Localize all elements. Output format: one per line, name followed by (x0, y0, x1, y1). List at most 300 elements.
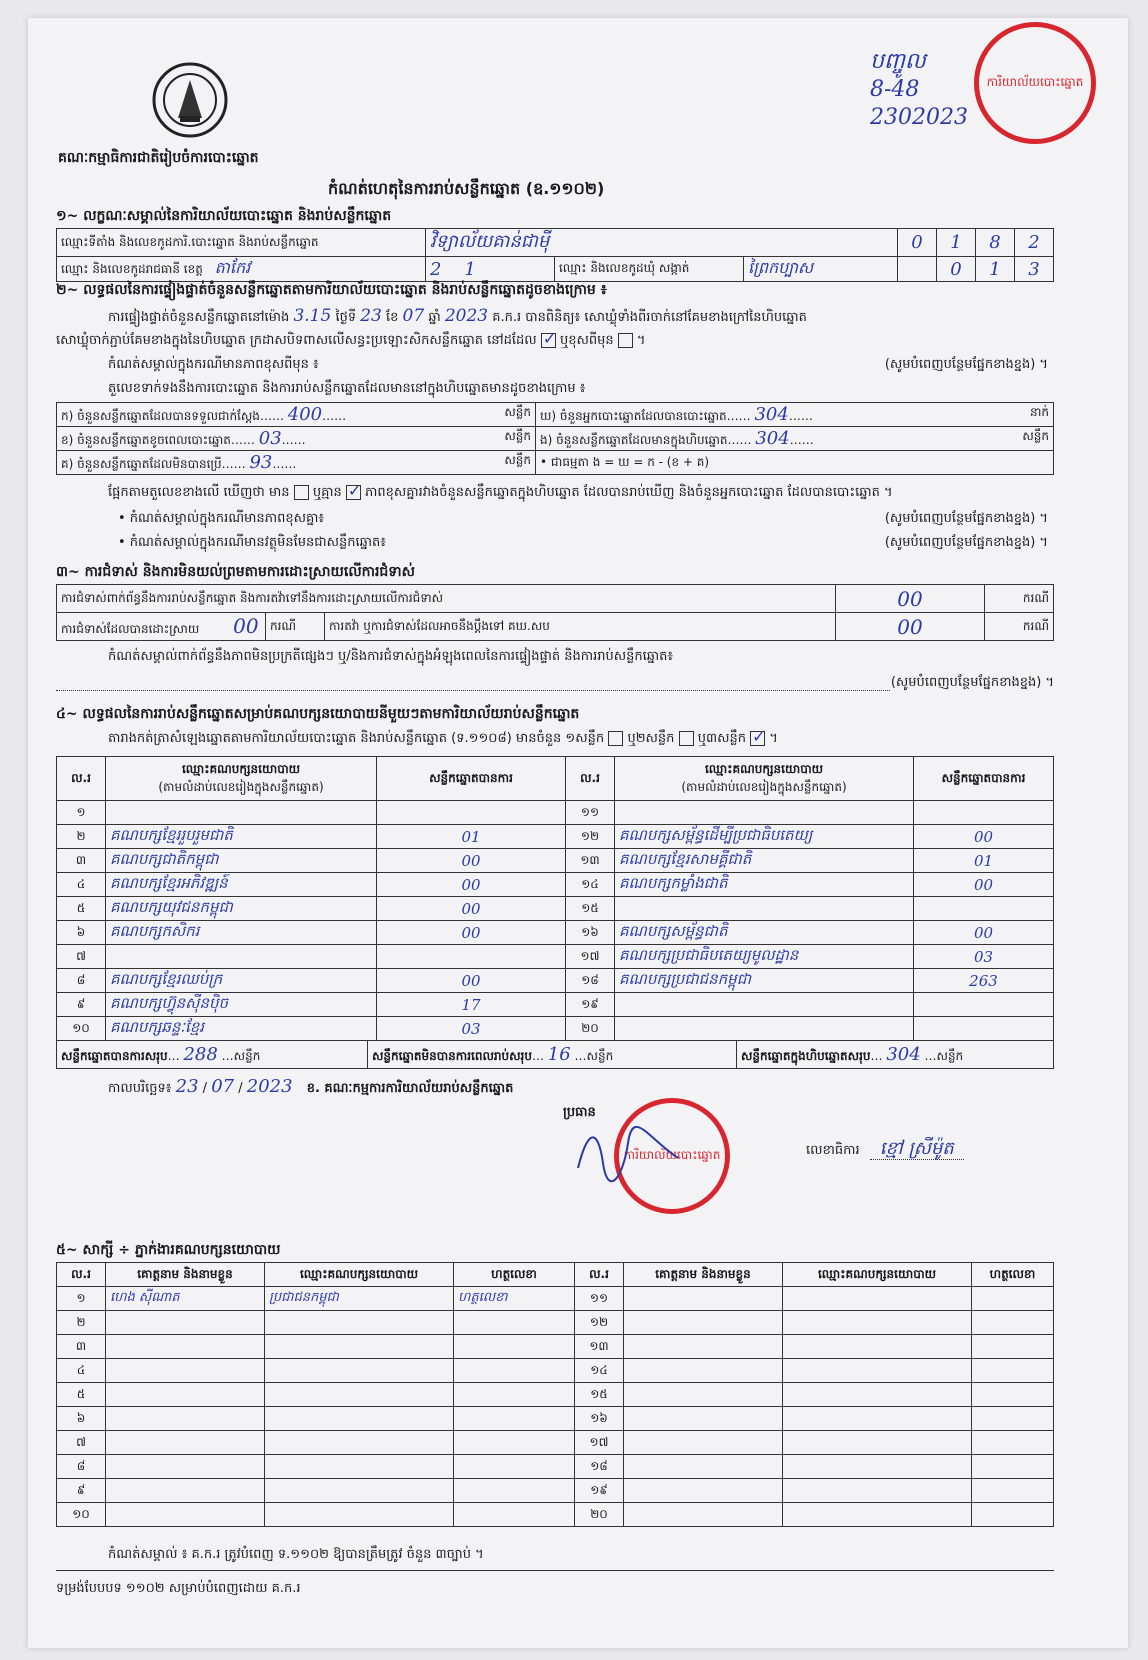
witness-name (624, 1359, 783, 1383)
appeal-label: ការតវ៉ា ឬការជំទាស់ដែលអាចនឹងប្តឹងទៅ គឃ.សប (325, 613, 836, 641)
total-invalid-unit: សន្លឹក (586, 1048, 614, 1063)
witness-no: ១៣ (575, 1335, 624, 1359)
w-col-name-left: គោត្តនាម និងនាមខ្លួន (106, 1263, 265, 1287)
result-no: ៩ (57, 993, 106, 1017)
table-row (57, 801, 1054, 825)
resolved-unit: ករណី (266, 613, 325, 641)
committee-stamp-text: ការិយាល័យបោះឆ្នោត (623, 1148, 721, 1162)
total-valid-cell: សន្លឹកឆ្នោតបានការសរុប… 288 …សន្លឹក (57, 1041, 368, 1069)
witness-no: ៣ (57, 1335, 106, 1359)
figure-row-d: ឃ) ចំនួនអ្នកបោះឆ្នោតដែលបានបោះឆ្នោត…… 304…… នាក់ (536, 403, 1054, 427)
result-votes: 263 (914, 969, 1054, 993)
col-votes-right: សន្លឹកឆ្នោតបានការ (914, 757, 1054, 801)
top-stamp-text: ការិយាល័យបោះឆ្នោត (986, 75, 1084, 89)
fill-back-note-4: (សូមបំពេញបន្ថែមផ្នែកខាងខ្នង) ។ (891, 674, 1054, 693)
witness-sign (972, 1479, 1054, 1503)
section4-heading: ៤~ លទ្ធផលនៃការរាប់សន្លឹកឆ្នោតសម្រាប់គណបក្សនយោបាយនីមួយៗតាមការិយាល័យរាប់សន្លឹកឆ្នោត (56, 706, 580, 722)
three-sheets-label: ឬ៣សន្លឹក (697, 731, 746, 746)
total-valid-label: សន្លឹកឆ្នោតបានការសរុប (61, 1048, 168, 1063)
witness-name (624, 1479, 783, 1503)
witness-party (783, 1431, 972, 1455)
same-checkbox[interactable] (541, 333, 556, 348)
section3-heading: ៣~ ការជំទាស់ និងការមិនយល់ព្រមតាមការដោះស្រាយលើការជំទាស់ (56, 564, 415, 580)
total-invalid-value: 16 (547, 1043, 571, 1065)
result-votes (914, 993, 1054, 1017)
col-no-left: ល.រ (57, 757, 106, 801)
note-line-1: បញ្ចូល (870, 49, 926, 74)
witness-sign (454, 1359, 575, 1383)
witness-party (783, 1503, 972, 1527)
result-votes (914, 1017, 1054, 1041)
table-row (57, 1311, 1054, 1335)
total-box-unit: សន្លឹក (936, 1048, 964, 1063)
w-col-name-right: គោត្តនាម និងនាមខ្លួន (624, 1263, 783, 1287)
form-title: កំណត់ហេតុនៃការរាប់សន្លឹកឆ្នោត (ឧ.១១០២) (328, 179, 605, 198)
w-col-sign-right: ហត្ថលេខា (972, 1263, 1054, 1287)
result-no: ២ (57, 825, 106, 849)
objection-note-line (56, 674, 1054, 691)
different-checkbox[interactable] (618, 333, 633, 348)
witness-no: ១៦ (575, 1407, 624, 1431)
province-code (426, 257, 555, 282)
table-row (57, 1359, 1054, 1383)
result-party: គណបក្សឆន្ទៈខ្មែរ (106, 1017, 377, 1041)
fill-back-note-2: (សូមបំពេញបន្ថែមផ្នែកខាងខ្នង) ។ (884, 511, 1048, 526)
province-label (57, 257, 426, 282)
result-party: គណបក្សកសិករ (106, 921, 377, 945)
witness-sign (454, 1479, 575, 1503)
objection-row1-value: 00 (836, 585, 985, 613)
chair-signature-icon (568, 1118, 688, 1188)
total-box-cell: សន្លឹកឆ្នោតក្នុងហិបឆ្នោតសរុប… 304 …សន្លឹក (737, 1041, 1054, 1069)
col-party-left-sub: (តាមលំដាប់លេខរៀងក្នុងសន្លឹកឆ្នោត) (158, 779, 324, 794)
witness-body (57, 1287, 1054, 1527)
witness-name (624, 1335, 783, 1359)
witness-no: ២០ (575, 1503, 624, 1527)
table-row (57, 1479, 1054, 1503)
signoff-year: 2023 (246, 1076, 293, 1097)
signoff-committee: ខ. គណៈកម្មការការិយាល័យរាប់សន្លឹកឆ្នោត (306, 1081, 514, 1096)
witness-no: ១១ (575, 1287, 624, 1311)
note-line-2: 8-48 (870, 77, 920, 102)
figure-e-value: 304 (755, 427, 790, 449)
result-party: គណបក្សសម្ព័ន្ធជាតិ (615, 921, 914, 945)
result-votes (914, 801, 1054, 825)
resolved-label: ការជំទាស់ដែលបានដោះស្រាយ (61, 622, 200, 636)
table-row (57, 993, 1054, 1017)
table-row (57, 969, 1054, 993)
document-page (28, 18, 1128, 1648)
figure-d-label: ឃ) ចំនួនអ្នកបោះឆ្នោតដែលបានបោះឆ្នោត (540, 408, 727, 423)
verify-text-2: គ.ក.រ បានពិនិត្យ៖ សោឃ្លុំទាំងពីរចាក់នៅគែមខាងក្រៅនៃហិបឆ្នោត (492, 310, 807, 325)
table-row (57, 921, 1054, 945)
three-sheets-checkbox[interactable] (750, 731, 765, 746)
witness-no: ៧ (57, 1431, 106, 1455)
location-name: វិទ្យាល័យគាន់ជាម៉ី (426, 229, 898, 257)
figure-a-value: 400 (287, 403, 323, 425)
footer-divider (56, 1570, 1054, 1571)
result-party: គណបក្សខ្មែរសាមគ្គីជាតិ (615, 849, 914, 873)
witness-no: ១ (57, 1287, 106, 1311)
witness-party (265, 1311, 454, 1335)
witness-sign (454, 1455, 575, 1479)
verify-month: 07 (402, 306, 425, 326)
secretary-label: លេខាធិការ (806, 1143, 860, 1158)
footer-note: កំណត់សម្គាល់ ៖ គ.ក.រ ត្រូវបំពេញ ទ.១១០២ ឱ្យបានត្រឹមត្រូវ ចំនួន ៣ច្បាប់ ។ (108, 1547, 484, 1562)
objections-table (56, 584, 1054, 641)
result-votes (377, 945, 566, 969)
objection-row1-unit: ករណី (985, 585, 1054, 613)
witness-party (783, 1311, 972, 1335)
witness-party (265, 1503, 454, 1527)
result-party (615, 993, 914, 1017)
col-party-right-title: ឈ្មោះគណបក្សនយោបាយ (704, 761, 824, 776)
witness-party (783, 1407, 972, 1431)
figure-b-value: 03 (258, 427, 282, 449)
total-box-value: 304 (886, 1043, 921, 1065)
total-box-label: សន្លឹកឆ្នោតក្នុងហិបឆ្នោតសរុប (741, 1048, 871, 1063)
witness-table (56, 1262, 1054, 1527)
figures-intro: តួលេខទាក់ទងនឹងការបោះឆ្នោត និងការរាប់សន្លឹកឆ្នោតដែលមាននៅក្នុងហិបឆ្នោតមានដូចខាងក្រោម ៖ (108, 381, 586, 396)
figure-e-label: ង) ចំនួនសន្លឹកឆ្នោតដែលមានក្នុងហិបឆ្នោត (540, 432, 728, 447)
same-as-before-label: ឬខុសពីមុន (559, 333, 614, 348)
compare-none-label: ឬគ្មាន (312, 485, 342, 500)
witness-party (265, 1479, 454, 1503)
result-votes: 00 (914, 825, 1054, 849)
figure-row-c: គ) ចំនួនសន្លឹកឆ្នោតដែលមិនបានប្រើ…… 93…… សន្លឹក (57, 451, 536, 475)
w-col-party-left: ឈ្មោះគណបក្សនយោបាយ (265, 1263, 454, 1287)
verify-hour: 3.15 (293, 306, 332, 326)
two-sheets-label: ឬ២សន្លឹក (627, 731, 675, 746)
location-code-3: 8 (976, 229, 1015, 257)
commune-code-2: 1 (976, 257, 1015, 282)
result-votes: 00 (377, 969, 566, 993)
result-party: គណបក្សហ៊្វុនស៊ីនប៉ិច (106, 993, 377, 1017)
province-code-2: 1 (464, 258, 476, 280)
secretary-signature: ខ្មៅ ស្រីម៉ូត (870, 1138, 964, 1160)
commune-code-1: 0 (937, 257, 976, 282)
table-row (57, 1407, 1054, 1431)
section4-intro: តារាងកត់ត្រាសំឡេងឆ្នោតតាមការិយាល័យបោះឆ្នោត និងរាប់សន្លឹកឆ្នោត (ទ.១១០៨) មានចំនួន ១សន្លឹក (108, 731, 605, 746)
witness-sign (454, 1383, 575, 1407)
section4-intro-line: តារាងកត់ត្រាសំឡេងឆ្នោតតាមការិយាល័យបោះឆ្នោត និងរាប់សន្លឹកឆ្នោត (ទ.១១០៨) មានចំនួន ១សន្លឹក ឬ២សន្លឹក ឬ៣សន្លឹក ✓ ។ (108, 730, 778, 749)
witness-no: ២ (57, 1311, 106, 1335)
figure-a-unit: សន្លឹក (504, 404, 531, 419)
total-valid-value: 288 (183, 1043, 218, 1065)
witness-name (106, 1407, 265, 1431)
province-name: តាកែវ (214, 258, 251, 277)
result-votes: 01 (377, 825, 566, 849)
result-no: ១២ (566, 825, 615, 849)
result-votes: 03 (377, 1017, 566, 1041)
witness-sign (972, 1455, 1054, 1479)
verify-day: 23 (360, 306, 382, 326)
col-party-right-sub: (តាមលំដាប់លេខរៀងក្នុងសន្លឹកឆ្នោត) (681, 779, 847, 794)
bullet-1-line (118, 510, 1048, 529)
result-votes: 00 (377, 921, 566, 945)
witness-sign (454, 1431, 575, 1455)
witness-party (265, 1383, 454, 1407)
figure-e-unit: សន្លឹក (1022, 428, 1049, 443)
result-no: ១៩ (566, 993, 615, 1017)
result-party: គណបក្សប្រជាធិបតេយ្យមូលដ្ឋាន (615, 945, 914, 969)
witness-no: ១៤ (575, 1359, 624, 1383)
objection-note: កំណត់សម្គាល់ពាក់ព័ន្ធនឹងភាពមិនប្រក្រតីផ្សេងៗ ឬ/និងការជំទាស់ក្នុងអំឡុងពេលនៃការផ្ទៀងផ្ទាត់ និងការរាប់សន្លឹកឆ្នោត៖ (108, 649, 674, 664)
verify-text-1: ការផ្ទៀងផ្ទាត់ចំនួនសន្លឹកឆ្នោតនៅម៉ោង (108, 310, 290, 325)
result-no: ១៥ (566, 897, 615, 921)
witness-sign (454, 1311, 575, 1335)
witness-party (783, 1455, 972, 1479)
result-no: ៥ (57, 897, 106, 921)
result-no: ២០ (566, 1017, 615, 1041)
table-row (57, 1503, 1054, 1527)
committee-name: គណៈកម្មាធិការជាតិរៀបចំការបោះឆ្នោត (58, 150, 259, 166)
witness-no: ៥ (57, 1383, 106, 1407)
result-votes: 00 (377, 873, 566, 897)
witness-no: ១២ (575, 1311, 624, 1335)
witness-no: ៩ (57, 1479, 106, 1503)
witness-party (783, 1383, 972, 1407)
col-party-left-title: ឈ្មោះគណបក្សនយោបាយ (181, 761, 301, 776)
result-no: ១ (57, 801, 106, 825)
location-code-2: 1 (937, 229, 976, 257)
verify-text-3: សោឃ្លុំចាក់ភ្ជាប់គែមខាងក្នុងនៃហិបឆ្នោត ក្រដាសបិទពាសលើសន្ធះប្រឡោះសិកសន្លឹកឆ្នោត នៅដដែល (56, 333, 537, 348)
compare-text: ផ្អែកតាមតួលេខខាងលើ ឃើញថា មាន (108, 485, 290, 500)
table-row (57, 1287, 1054, 1311)
w-col-party-right: ឈ្មោះគណបក្សនយោបាយ (783, 1263, 972, 1287)
witness-sign (972, 1335, 1054, 1359)
w-col-no-left: ល.រ (57, 1263, 106, 1287)
compare-line (108, 484, 893, 503)
figure-b-label: ខ) ចំនួនសន្លឹកឆ្នោតខូចពេលបោះឆ្នោត (61, 432, 231, 447)
verify-line-2: សោឃ្លុំចាក់ភ្ជាប់គែមខាងក្នុងនៃហិបឆ្នោត ក្រដាសបិទពាសលើសន្ធះប្រឡោះសិកសន្លឹកឆ្នោត នៅដដែល ✓ ឬខុសពីមុន ។ (56, 332, 645, 351)
appeal-unit: ករណី (985, 613, 1054, 641)
result-party: គណបក្សខ្មែររួបរួមជាតិ (106, 825, 377, 849)
figure-a-label: ក) ចំនួនសន្លឹកឆ្នោតដែលបានទទួលជាក់ស្តែង (61, 408, 260, 423)
table-row (57, 849, 1054, 873)
date-label: កាលបរិច្ឆេទ៖ (108, 1081, 172, 1096)
result-no: ១៦ (566, 921, 615, 945)
witness-no: ១៨ (575, 1455, 624, 1479)
location-code-1: 0 (898, 229, 937, 257)
result-no: ១៧ (566, 945, 615, 969)
result-no: ១៨ (566, 969, 615, 993)
witness-name (624, 1311, 783, 1335)
diff-note-line (108, 356, 1048, 375)
result-votes: 00 (914, 873, 1054, 897)
figure-formula: • ជាធម្មតា ង = ឃ = ក - (ខ + គ) (536, 451, 1054, 475)
witness-sign (454, 1503, 575, 1527)
resolved-value: 00 (233, 614, 259, 638)
figure-row-a: ក) ចំនួនសន្លឹកឆ្នោតដែលបានទទួលជាក់ស្តែង…… 400…… សន្លឹក (57, 403, 536, 427)
section1-heading: ១~ លក្ខណៈសម្គាល់នៃការិយាល័យបោះឆ្នោត និងរាប់សន្លឹកឆ្នោត (56, 208, 392, 224)
day-label: ថ្ងៃទី (335, 310, 357, 325)
result-party: គណបក្សខ្មែរឈប់ក្រ (106, 969, 377, 993)
secretary-line (806, 1136, 964, 1163)
witness-sign (972, 1287, 1054, 1311)
bullet-2-line (118, 534, 1048, 553)
result-votes: 17 (377, 993, 566, 1017)
top-right-note (870, 48, 968, 132)
table-row (57, 945, 1054, 969)
form-note: ទម្រង់បែបបទ ១១០២ សម្រាប់បំពេញដោយ គ.ក.រ (56, 1581, 301, 1596)
result-party (106, 945, 377, 969)
commune-label: ឈ្មោះ និងលេខកូដឃុំ សង្កាត់ (555, 257, 744, 282)
table-row (57, 873, 1054, 897)
results-table (56, 756, 1054, 1041)
figure-c-value: 93 (249, 451, 273, 473)
result-votes (377, 801, 566, 825)
col-party-left (106, 757, 377, 801)
witness-sign (972, 1407, 1054, 1431)
total-invalid-cell: សន្លឹកឆ្នោតមិនបានការពេលរាប់សរុប… 16 …សន្លឹក (368, 1041, 737, 1069)
witness-no: ៨ (57, 1455, 106, 1479)
commune-name: ព្រៃកប្បាស (744, 257, 898, 282)
result-votes: 03 (914, 945, 1054, 969)
witness-no: ១០ (57, 1503, 106, 1527)
result-no: ១៤ (566, 873, 615, 897)
commune-code-blank (898, 257, 937, 282)
witness-sign (972, 1503, 1054, 1527)
witness-party (265, 1431, 454, 1455)
witness-no: ១៥ (575, 1383, 624, 1407)
location-code-4: 2 (1015, 229, 1054, 257)
result-votes: 01 (914, 849, 1054, 873)
table-row (57, 825, 1054, 849)
witness-name (624, 1455, 783, 1479)
witness-sign (454, 1335, 575, 1359)
objection-row1-label: ការជំទាស់ពាក់ព័ន្ធនឹងការរាប់សន្លឹកឆ្នោត និងការតវ៉ាទៅនឹងការដោះស្រាយលើការជំទាស់ (57, 585, 836, 613)
year-label: ឆ្នាំ (428, 310, 441, 325)
fill-back-note-3: (សូមបំពេញបន្ថែមផ្នែកខាងខ្នង) ។ (884, 535, 1048, 550)
witness-name (106, 1455, 265, 1479)
witness-sign (972, 1359, 1054, 1383)
total-invalid-label: សន្លឹកឆ្នោតមិនបានការពេលរាប់សរុប (372, 1048, 532, 1063)
bullet-1: • កំណត់សម្គាល់ក្នុងករណីមានភាពខុសគ្នា៖ (118, 511, 325, 526)
witness-name (106, 1383, 265, 1407)
witness-sign (972, 1311, 1054, 1335)
result-party: គណបក្សយុវជនកម្ពុជា (106, 897, 377, 921)
witness-party (783, 1335, 972, 1359)
verify-year: 2023 (444, 306, 489, 326)
witness-name (106, 1479, 265, 1503)
result-party: គណបក្សប្រជាជនកម្ពុជា (615, 969, 914, 993)
bullet-2: • កំណត់សម្គាល់ក្នុងករណីមានវត្ថុមិនមែនជាសន្លឹកឆ្នោត៖ (118, 535, 386, 550)
one-sheet-checkbox[interactable] (608, 731, 623, 746)
section1-table (56, 228, 1054, 282)
witness-name (624, 1407, 783, 1431)
top-stamp (974, 22, 1096, 144)
has-difference-checkbox[interactable] (294, 485, 309, 500)
witness-sign: ហត្ថលេខា (454, 1287, 575, 1311)
figure-d-value: 304 (754, 403, 789, 425)
witness-name (106, 1431, 265, 1455)
signoff-day: 23 (175, 1076, 199, 1097)
result-votes: 00 (377, 849, 566, 873)
compare-rest: ភាពខុសគ្នារវាងចំនួនសន្លឹកឆ្នោតក្នុងហិបឆ្នោត ដែលបានរាប់ឃើញ និងចំនួនអ្នកបោះឆ្នោត ដែលបានបោះឆ្នោត ។ (365, 485, 893, 500)
commune-code-3: 3 (1015, 257, 1054, 282)
witness-party (265, 1407, 454, 1431)
figure-c-unit: សន្លឹក (504, 452, 531, 467)
nec-emblem-icon (150, 60, 230, 140)
figures-table (56, 402, 1054, 475)
col-party-right (615, 757, 914, 801)
diff-note-label: កំណត់សម្គាល់ក្នុងករណីមានភាពខុសពីមុន ៖ (108, 357, 319, 372)
witness-name (624, 1503, 783, 1527)
table-row (57, 1383, 1054, 1407)
witness-name (106, 1503, 265, 1527)
witness-party (265, 1359, 454, 1383)
witness-name: ហេង ស៊ីណាត (106, 1287, 265, 1311)
province-code-1: 2 (430, 258, 442, 280)
result-no: ៨ (57, 969, 106, 993)
w-col-sign-left: ហត្ថលេខា (454, 1263, 575, 1287)
witness-no: ១៧ (575, 1431, 624, 1455)
section2-heading: ២~ លទ្ធផលនៃការផ្ទៀងផ្ទាត់ចំនួនសន្លឹកឆ្នោតតាមការិយាល័យបោះឆ្នោត និងរាប់សន្លឹកឆ្នោតដូចខាងក្រោម ៖ (56, 282, 607, 298)
total-valid-unit: សន្លឹក (233, 1048, 261, 1063)
fill-back-note-1: (សូមបំពេញបន្ថែមផ្នែកខាងខ្នង) ។ (884, 357, 1048, 372)
table-row (57, 1335, 1054, 1359)
two-sheets-checkbox[interactable] (679, 731, 694, 746)
verify-line-1 (108, 306, 807, 328)
figure-row-b: ខ) ចំនួនសន្លឹកឆ្នោតខូចពេលបោះឆ្នោត…… 03…… សន្លឹក (57, 427, 536, 451)
col-no-right: ល.រ (566, 757, 615, 801)
month-label: ខែ (386, 310, 399, 325)
signoff-month: 07 (211, 1076, 235, 1097)
witness-sign (454, 1407, 575, 1431)
result-no: ១០ (57, 1017, 106, 1041)
w-col-no-right: ល.រ (575, 1263, 624, 1287)
figure-d-unit: នាក់ (1029, 404, 1049, 419)
table-row (57, 1455, 1054, 1479)
figure-c-label: គ) ចំនួនសន្លឹកឆ្នោតដែលមិនបានប្រើ (61, 456, 222, 471)
result-party: គណបក្សកម្លាំងជាតិ (615, 873, 914, 897)
witness-sign (972, 1383, 1054, 1407)
witness-name (106, 1311, 265, 1335)
result-no: ៦ (57, 921, 106, 945)
table-row (57, 1431, 1054, 1455)
result-party (615, 801, 914, 825)
province-label-text: ឈ្មោះ និងលេខកូដរាជធានី ខេត្ត (61, 262, 203, 276)
witness-no: ៦ (57, 1407, 106, 1431)
witness-name (624, 1287, 783, 1311)
result-party (106, 801, 377, 825)
table-row (57, 1017, 1054, 1041)
witness-name (106, 1335, 265, 1359)
appeal-value: 00 (836, 613, 985, 641)
witness-party (783, 1479, 972, 1503)
results-body (57, 801, 1054, 1041)
result-no: ៤ (57, 873, 106, 897)
witness-party (265, 1335, 454, 1359)
signoff-date-line: កាលបរិច្ឆេទ៖ 23 / 07 / 2023 ខ. គណៈកម្មការការិយាល័យរាប់សន្លឹកឆ្នោត (108, 1076, 514, 1097)
result-party: គណបក្សជាតិកម្ពុជា (106, 849, 377, 873)
no-difference-checkbox[interactable] (346, 485, 361, 500)
totals-table (56, 1040, 1054, 1069)
col-votes-left: សន្លឹកឆ្នោតបានការ (377, 757, 566, 801)
witness-party (783, 1287, 972, 1311)
witness-no: ១៩ (575, 1479, 624, 1503)
witness-sign (972, 1431, 1054, 1455)
witness-name (624, 1431, 783, 1455)
witness-party (783, 1359, 972, 1383)
figure-row-e: ង) ចំនួនសន្លឹកឆ្នោតដែលមានក្នុងហិបឆ្នោត…… 304…… សន្លឹក (536, 427, 1054, 451)
result-party: គណបក្សខ្មែរអភិវឌ្ឍន៍ (106, 873, 377, 897)
result-party (615, 897, 914, 921)
witness-party: ប្រជាជនកម្ពុជា (265, 1287, 454, 1311)
result-no: ៧ (57, 945, 106, 969)
result-votes: 00 (914, 921, 1054, 945)
